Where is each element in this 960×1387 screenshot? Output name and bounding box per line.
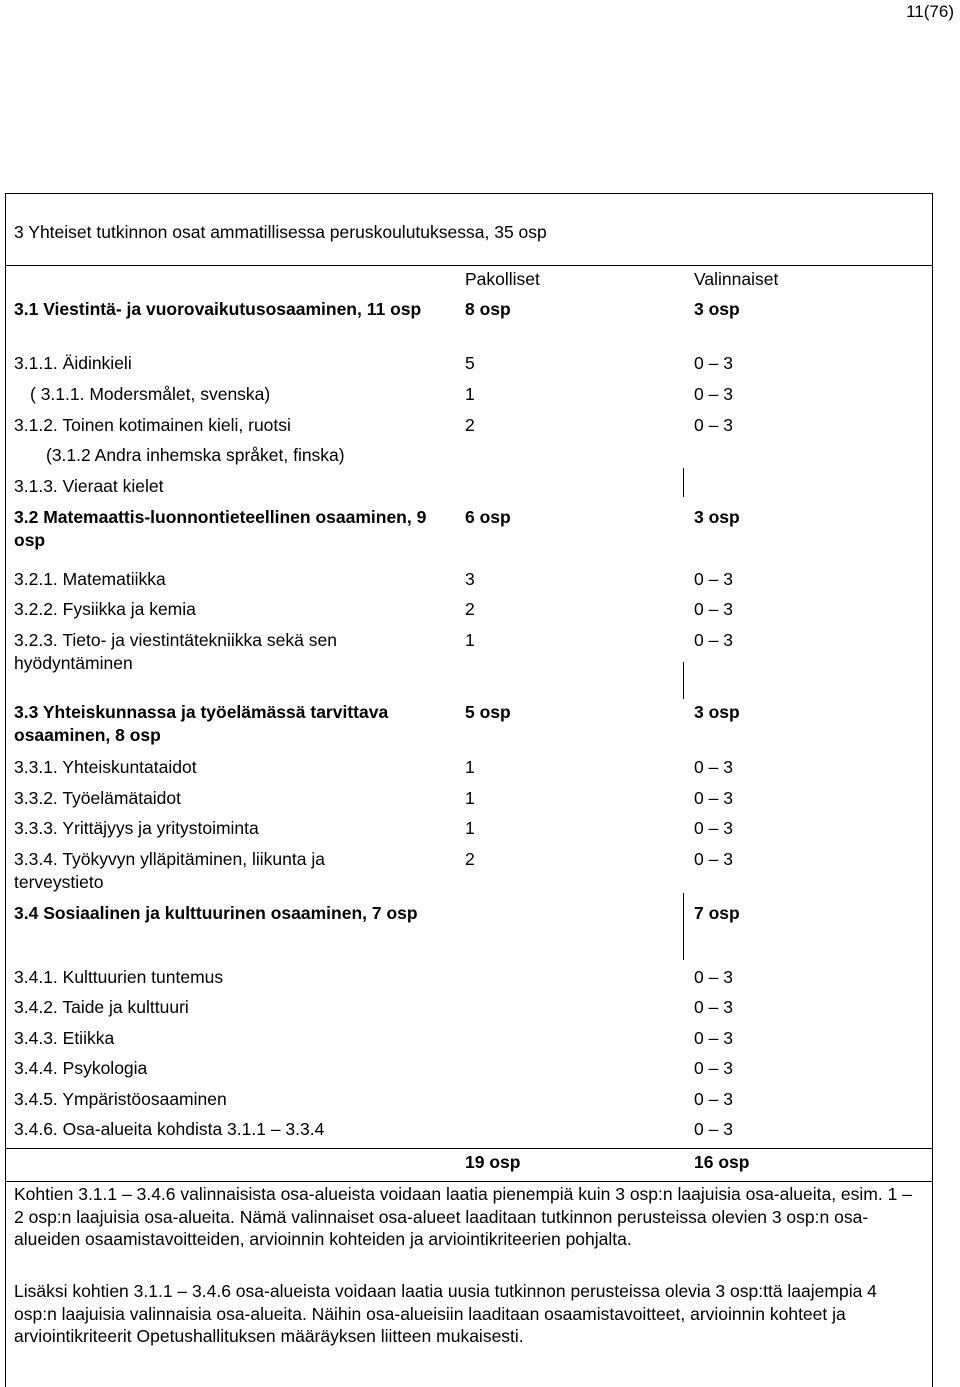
valinnaiset-value: 0 – 3: [694, 1089, 733, 1109]
valinnaiset-value: 0 – 3: [694, 967, 733, 987]
valinnaiset-value: 0 – 3: [694, 353, 733, 373]
total-valinnaiset: 16 osp: [694, 1152, 750, 1172]
valinnaiset-value: 0 – 3: [694, 415, 733, 435]
valinnaiset-value: 0 – 3: [694, 384, 733, 404]
item-label: 3.2.1. Matematiikka: [14, 569, 166, 589]
valinnaiset-value: 0 – 3: [694, 1058, 733, 1078]
pakolliset-value: 1: [465, 757, 475, 777]
divider: [683, 893, 684, 960]
header-pakolliset: Pakolliset: [465, 269, 540, 289]
section-label: 3.1 Viestintä- ja vuorovaikutusosaaminen, 11 osp: [14, 299, 422, 319]
pakolliset-value: 2: [465, 849, 475, 869]
item-label: 3.4.4. Psykologia: [14, 1058, 148, 1078]
valinnaiset-value: 0 – 3: [694, 997, 733, 1017]
item-label: 3.3.1. Yhteiskuntataidot: [14, 757, 197, 777]
item-label: 3.2.3. Tieto- ja viestintätekniikka sekä sen hyödyntäminen: [14, 630, 337, 673]
item-label: 3.2.2. Fysiikka ja kemia: [14, 599, 196, 619]
page-number: 11(76): [906, 2, 954, 21]
valinnaiset-value: 3 osp: [694, 299, 740, 319]
valinnaiset-value: 0 – 3: [694, 630, 733, 650]
valinnaiset-value: 0 – 3: [694, 1028, 733, 1048]
valinnaiset-value: 0 – 3: [694, 757, 733, 777]
valinnaiset-value: 3 osp: [694, 507, 740, 527]
item-label: 3.1.2. Toinen kotimainen kieli, ruotsi: [14, 415, 291, 435]
pakolliset-value: 5: [465, 353, 475, 373]
divider: [683, 662, 684, 699]
valinnaiset-value: 0 – 3: [694, 599, 733, 619]
divider: [5, 1148, 933, 1149]
divider: [5, 1181, 933, 1182]
section-label: 3.2 Matemaattis-luonnontieteellinen osaaminen, 9 osp: [14, 507, 427, 550]
divider: [683, 468, 684, 497]
item-label: 3.4.6. Osa-alueita kohdista 3.1.1 – 3.3.4: [14, 1119, 325, 1139]
valinnaiset-value: 0 – 3: [694, 788, 733, 808]
note-paragraph: Kohtien 3.1.1 – 3.4.6 valinnaisista osa-alueista voidaan laatia pienempiä kuin 3 osp:n laajuisia osa-alueita, esim. 1 – 2 osp:n laajuisia osa-alueita. Nämä valinnaiset osa-alueet laaditaan tutkinnon perusteissa olevien 3 osp:n osa-alueiden osaamistavoitteiden, arvioinnin kohteiden ja arviointikriteerien pohjalta.: [14, 1184, 912, 1249]
item-label: 3.4.5. Ympäristöosaaminen: [14, 1089, 227, 1109]
note-paragraph: Lisäksi kohtien 3.1.1 – 3.4.6 osa-alueista voidaan laatia uusia tutkinnon perusteissa olevia 3 osp:ttä laajempia 4 osp:n laajuisia valinnaisia osa-alueita. Näihin osa-alueisiin laaditaan osaamistavoitteet, arvioinnin kohteet ja arviointikriteerit Opetushallituksen määräyksen liitteen mukaisesti.: [14, 1281, 877, 1346]
pakolliset-value: 2: [465, 415, 475, 435]
valinnaiset-value: 0 – 3: [694, 569, 733, 589]
item-label: (3.1.2 Andra inhemska språket, finska): [46, 445, 345, 465]
valinnaiset-value: 0 – 3: [694, 849, 733, 869]
pakolliset-value: 6 osp: [465, 507, 511, 527]
item-label: 3.4.3. Etiikka: [14, 1028, 115, 1048]
item-label: 3.3.2. Työelämätaidot: [14, 788, 182, 808]
divider: [5, 265, 933, 266]
valinnaiset-value: 0 – 3: [694, 1119, 733, 1139]
total-pakolliset: 19 osp: [465, 1152, 521, 1172]
item-label: 3.4.1. Kulttuurien tuntemus: [14, 967, 224, 987]
valinnaiset-value: 3 osp: [694, 702, 740, 722]
item-label: 3.3.4. Työkyvyn ylläpitäminen, liikunta ja terveystieto: [14, 849, 325, 892]
item-label: 3.1.3. Vieraat kielet: [14, 476, 164, 496]
valinnaiset-value: 0 – 3: [694, 818, 733, 838]
header-valinnaiset: Valinnaiset: [694, 269, 779, 289]
valinnaiset-value: 7 osp: [694, 903, 740, 923]
item-label: 3.3.3. Yrittäjyys ja yritystoiminta: [14, 818, 259, 838]
pakolliset-value: 1: [465, 384, 475, 404]
pakolliset-value: 2: [465, 599, 475, 619]
item-label: 3.4.2. Taide ja kulttuuri: [14, 997, 189, 1017]
pakolliset-value: 1: [465, 818, 475, 838]
section-label: 3.4 Sosiaalinen ja kulttuurinen osaaminen, 7 osp: [14, 903, 418, 923]
table-title: 3 Yhteiset tutkinnon osat ammatillisessa peruskoulutuksessa, 35 osp: [14, 222, 547, 242]
pakolliset-value: 5 osp: [465, 702, 511, 722]
pakolliset-value: 1: [465, 788, 475, 808]
item-label: 3.1.1. Äidinkieli: [14, 353, 132, 373]
pakolliset-value: 1: [465, 630, 475, 650]
item-label: ( 3.1.1. Modersmålet, svenska): [30, 384, 271, 404]
pakolliset-value: 8 osp: [465, 299, 511, 319]
pakolliset-value: 3: [465, 569, 475, 589]
section-label: 3.3 Yhteiskunnassa ja työelämässä tarvittava osaaminen, 8 osp: [14, 702, 389, 745]
